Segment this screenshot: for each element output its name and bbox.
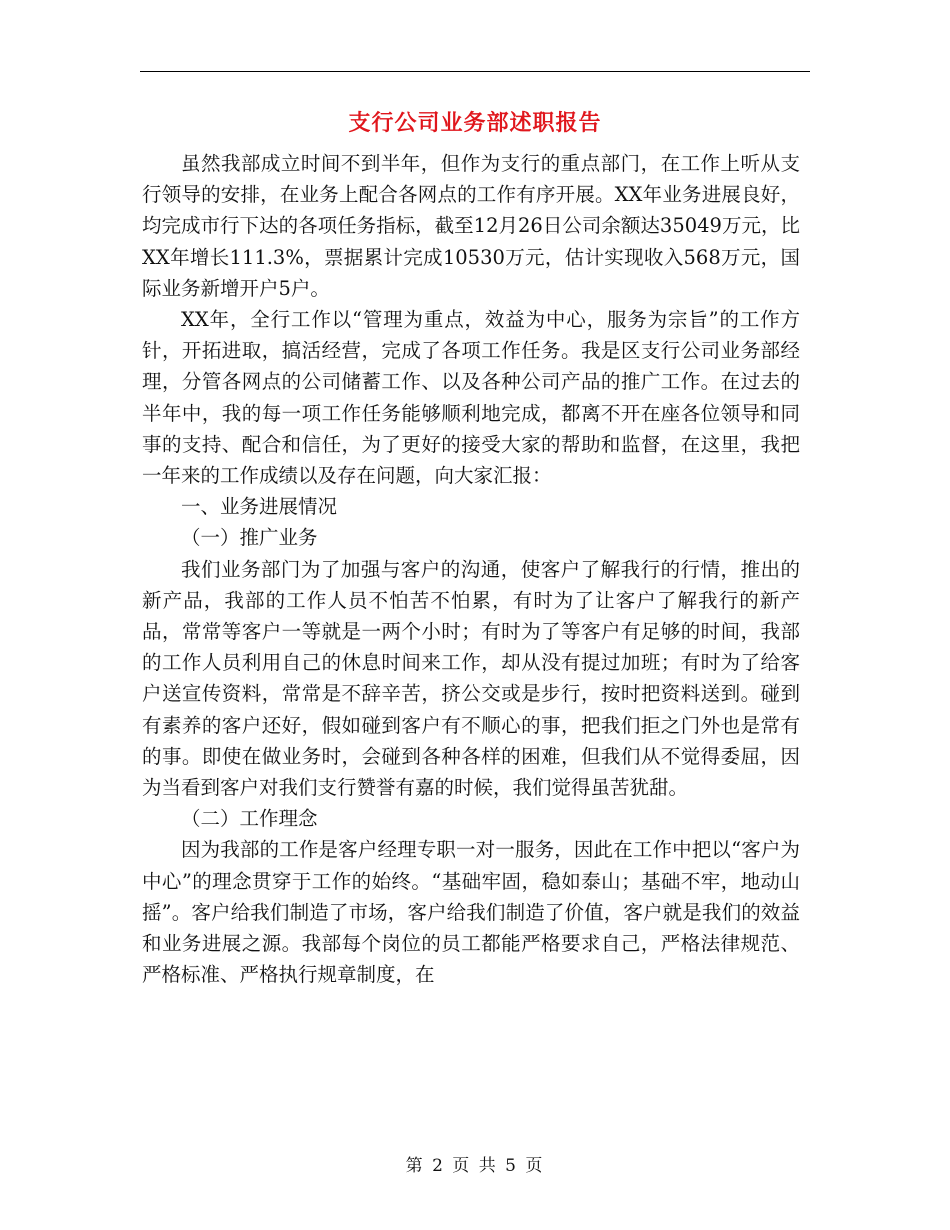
document-body (142, 148, 800, 990)
document-title: 支行公司业务部述职报告 (348, 111, 602, 136)
page-number: 第 2 页 共 5 页 (405, 1156, 545, 1176)
paragraph-promotion: 我们业务部门为了加强与客户的沟通，使客户了解我行的行情，推出的新产品，我部的工作人员不怕苦不怕累，有时为了让客户了解我行的新产品，常常等客户一等就是一两个小时；有时为了等客户有足够的时间，我部的工作人员利用自己的休息时间来工作，却从没有提过加班；有时为了给客户送宣传资料，常常是不辞辛苦，挤公交或是步行，按时把资料送到。碰到有素养的客户还好，假如碰到客户有不顺心的事，把我们拒之门外也是常有的事。即使在做业务时，会碰到各种各样的困难，但我们从不觉得委屈，因为当看到客户对我们支行赞誉有嘉的时候，我们觉得虽苦犹甜。 (142, 557, 800, 800)
paragraph-intro: 虽然我部成立时间不到半年，但作为支行的重点部门，在工作上听从支行领导的安排，在业务上配合各网点的工作有序开展。XX年业务进展良好，均完成市行下达的各项任务指标，截至12月26日公司余额达35049万元，比XX年增长111.3%，票据累计完成10530万元，估计实现收入568万元，国际业务新增开户5户。 (142, 152, 800, 300)
paragraph-overview: XX年，全行工作以“管理为重点，效益为中心，服务为宗旨”的工作方针，开拓进取，搞活经营，完成了各项工作任务。我是区支行公司业务部经理，分管各网点的公司储蓄工作、以及各种公司产品的推广工作。在过去的半年中，我的每一项工作任务能够顺利地完成，都离不开在座各位领导和同事的支持、配合和信任，为了更好的接受大家的帮助和监督，在这里，我把一年来的工作成绩以及存在问题，向大家汇报： (142, 308, 800, 488)
header-rule (140, 71, 810, 72)
subsection-heading-1: （一）推广业务 (181, 526, 318, 550)
subsection-heading-2: （二）工作理念 (181, 807, 318, 831)
section-heading-1: 一、业务进展情况 (181, 495, 338, 519)
paragraph-philosophy: 因为我部的工作是客户经理专职一对一服务，因此在工作中把以“客户为中心”的理念贯穿于工作的始终。“基础牢固，稳如泰山；基础不牢，地动山摇”。客户给我们制造了市场，客户给我们制造了价值，客户就是我们的效益和业务进展之源。我部每个岗位的员工都能严格要求自己，严格法律规范、严格标准、严格执行规章制度，在 (142, 838, 800, 987)
